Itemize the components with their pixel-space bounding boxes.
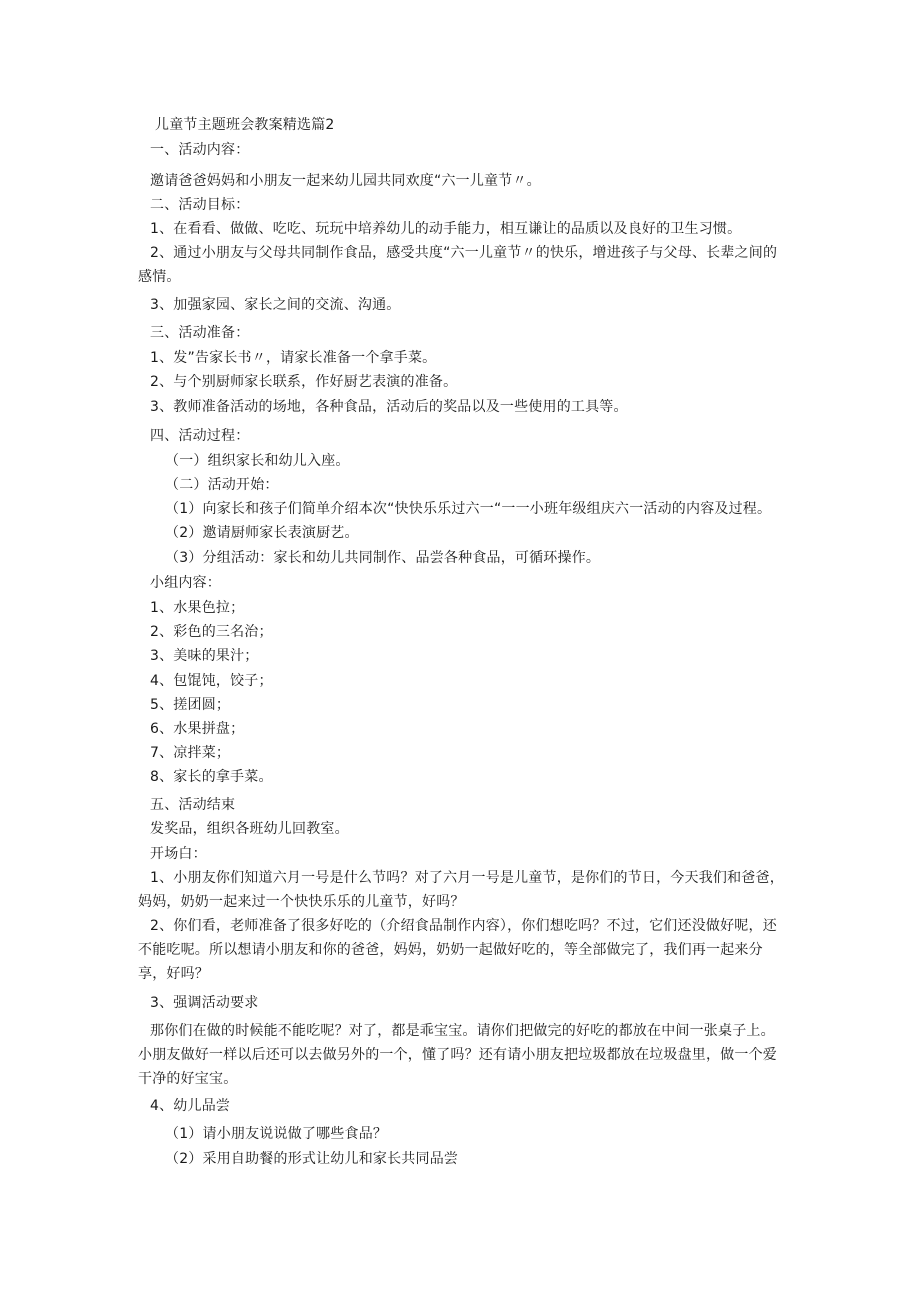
- group-heading: 小组内容：: [150, 575, 221, 591]
- s4-step-2: （二）活动开始：: [165, 477, 279, 493]
- s3-item-2: 2、与个别厨师家长联系，作好厨艺表演的准备。: [150, 374, 458, 390]
- s2-item-3: 3、加强家园、家长之间的交流、沟通。: [150, 297, 401, 313]
- group-item: 1、水果色拉；: [150, 600, 245, 616]
- s3-heading: 三、活动准备：: [150, 325, 250, 341]
- group-item: 6、水果拼盘；: [150, 721, 245, 737]
- requirements-paragraph: 那你们在做的时候能不能吃呢？对了，都是乖宝宝。请你们把做完的好吃的都放在中间一张桌子上。小朋友做好一样以后还可以去做另外的一个，懂了吗？还有请小朋友把垃圾都放在垃圾盘里，做一个爱干净的好宝宝。: [138, 1023, 777, 1087]
- group-item: 4、包馄饨，饺子；: [150, 673, 273, 689]
- s3-item-1: 1、发”告家长书〃，请家长准备一个拿手菜。: [150, 350, 437, 366]
- s2-heading: 二、活动目标：: [150, 197, 250, 213]
- p3-heading: 3、强调活动要求: [150, 995, 259, 1011]
- p4-heading: 4、幼儿品尝: [150, 1098, 231, 1114]
- opening-paragraph-1: 1、小朋友你们知道六月一号是什么节吗？对了六月一号是儿童节，是你们的节日，今天我们和爸爸，妈妈，奶奶一起来过一个快快乐乐的儿童节，好吗？: [138, 870, 784, 910]
- s4-heading: 四、活动过程：: [150, 428, 250, 444]
- opening-heading: 开场白：: [150, 846, 207, 862]
- tasting-item-1: （1）请小朋友说说做了哪些食品？: [165, 1126, 388, 1142]
- group-item: 8、家长的拿手菜。: [150, 769, 273, 785]
- s5-heading: 五、活动结束: [150, 797, 236, 813]
- s4-sub-3: （3）分组活动：家长和幼儿共同制作、品尝各种食品，可循环操作。: [165, 550, 601, 566]
- s2-item-1: 1、在看看、做做、吃吃、玩玩中培养幼儿的动手能力，相互谦让的品质以及良好的卫生习惯。: [150, 221, 742, 237]
- s4-sub-2: （2）邀请厨师家长表演厨艺。: [165, 525, 359, 541]
- group-item: 7、凉拌菜；: [150, 745, 231, 761]
- group-item: 2、彩色的三名治；: [150, 624, 273, 640]
- group-item: 3、美味的果汁；: [150, 648, 259, 664]
- s4-sub-1: （1）向家长和孩子们简单介绍本次“快快乐乐过六一“一一小班年级组庆六一活动的内容及过程。: [165, 501, 772, 517]
- s2-item-2: 2、通过小朋友与父母共同制作食品，感受共度“六一儿童节〃的快乐，增进孩子与父母、长辈之间的感情。: [138, 245, 778, 285]
- s4-step-1: （一）组织家长和幼儿入座。: [165, 453, 350, 469]
- group-item: 5、搓团圆；: [150, 697, 231, 713]
- s5-content: 发奖品，组织各班幼儿回教室。: [150, 821, 349, 837]
- opening-paragraph-2: 2、你们看，老师准备了很多好吃的（介绍食品制作内容），你们想吃吗？不过，它们还没做好呢，还不能吃呢。所以想请小朋友和你的爸爸，妈妈，奶奶一起做好吃的，等全部做完了，我们再一起来分享，好吗？: [138, 918, 777, 982]
- doc-title: 儿童节主题班会教案精选篇2: [155, 117, 335, 133]
- s1-heading: 一、活动内容：: [150, 142, 250, 158]
- tasting-item-2: （2）采用自助餐的形式让幼儿和家长共同品尝: [165, 1151, 459, 1167]
- s3-item-3: 3、教师准备活动的场地，各种食品，活动后的奖品以及一些使用的工具等。: [150, 399, 628, 415]
- s1-content: 邀请爸爸妈妈和小朋友一起来幼儿园共同欢度“六一儿童节〃。: [150, 173, 541, 189]
